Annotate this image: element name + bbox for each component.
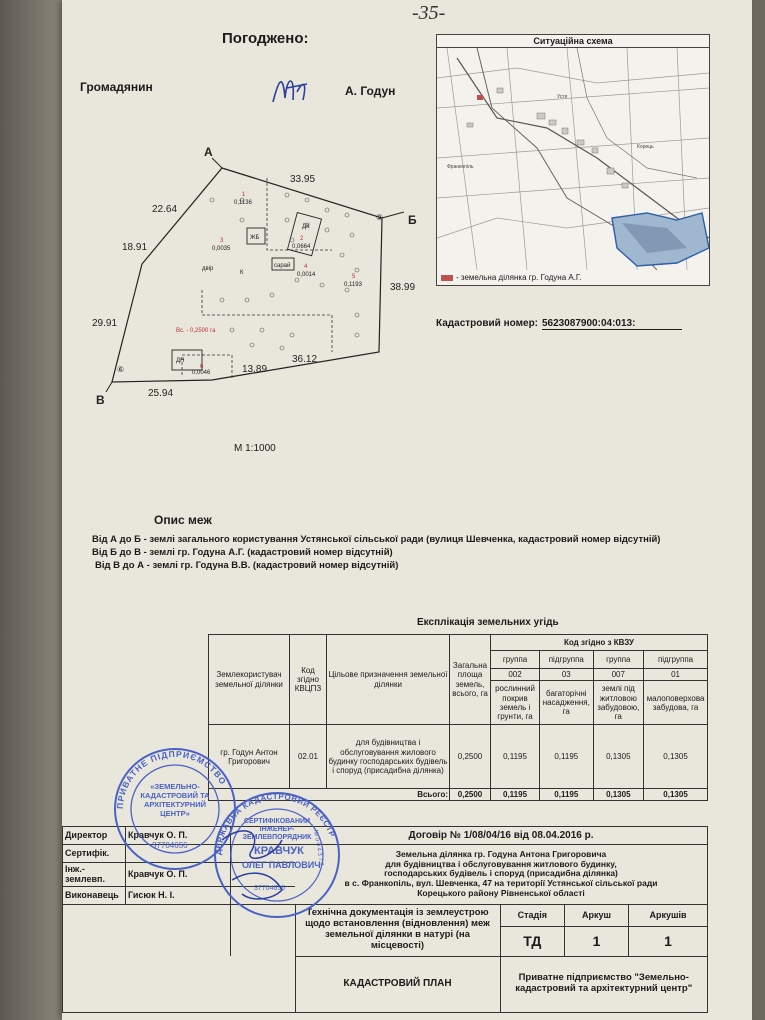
sheet-value: 1 <box>565 926 629 956</box>
code-4: 01 <box>644 669 708 681</box>
col-total: Загальна площа земель, всього, га <box>450 635 491 725</box>
svg-text:Корець: Корець <box>637 144 654 150</box>
legend-text: - земельна ділянка гр. Годуна А.Г. <box>456 273 582 282</box>
group-4: підгруппа <box>644 651 708 669</box>
row-purpose: для будівництва і обслуговування жилового будинку господарських будівель і споруд (присадибна ділянка) <box>327 725 450 789</box>
citizen-name: А. Годун <box>345 84 396 98</box>
col-user: Землекористувач земельної ділянки <box>209 635 290 725</box>
row-code: 02.01 <box>290 725 327 789</box>
code-1: 002 <box>491 669 540 681</box>
row-user: гр. Годун Антон Григорович <box>209 725 290 789</box>
building-label-house: ЖБ <box>250 235 260 241</box>
point-b: Б <box>408 213 417 227</box>
svg-text:Франкопіль: Франкопіль <box>447 164 474 170</box>
name-engineer: Кравчук О. П. <box>126 863 231 887</box>
sum-v4: 0,1305 <box>644 789 708 801</box>
dim-a-2: 18.91 <box>122 242 148 253</box>
shed-label: сарай <box>274 263 291 269</box>
sum-v3: 0,1305 <box>593 789 644 801</box>
boundary-b-v: Від Б до В - землі гр. Годуна А.Г. (кадастровий номер відсутній) <box>92 547 393 558</box>
situation-legend <box>441 273 582 282</box>
cert-code: 37704656 <box>254 885 286 892</box>
desc-line-3: господарських будівель і споруд (присадибна ділянка) <box>384 868 618 879</box>
code-2: 03 <box>540 669 593 681</box>
sum-label: Всього: <box>209 789 450 801</box>
explication-title: Експлікація земельних угідь <box>417 617 559 628</box>
parcel-marker-icon <box>477 95 483 100</box>
role-executor: Виконавець <box>63 886 126 904</box>
group-3: группа <box>593 651 644 669</box>
explication-table <box>208 634 708 801</box>
parcel-6-num: 6 <box>200 364 204 370</box>
role-cert: Сертифік. <box>63 845 126 863</box>
row-total: 0,2500 <box>450 725 491 789</box>
parcel-2-num: 2 <box>300 236 304 242</box>
scale-label: М 1:1000 <box>234 443 276 454</box>
desc-line-4: в с. Франкопіль, вул. Шевченка, 47 на території Устянської сільської ради <box>344 878 658 889</box>
company-name: Приватне підприємство "Земельно-кадастровий та архітектурний центр" <box>500 956 708 1012</box>
stamp-inner-text: «ЗЕМЕЛЬНО-КАДАСТРОВИЙ ТА АРХІТЕКТУРНИЙ ЦЕНТР» <box>140 782 210 818</box>
desc-line-5: Корецького району Рівненської області <box>417 887 585 898</box>
sum-v1: 0,1195 <box>491 789 540 801</box>
dim-v-a: 29.91 <box>92 318 118 329</box>
point-v: В <box>96 393 105 407</box>
sheets-value: 1 <box>628 926 707 956</box>
document-page <box>62 0 752 1020</box>
building-label-house2: ДК <box>302 224 310 230</box>
doc-title: Технічна документація із землеустрою щодо встановлення (відновлення) меж земельної ділянки в натурі (на місцевості) <box>295 904 500 956</box>
cadastral-number: 5623087900:04:013: <box>542 318 682 330</box>
contract: Договір № 1/08/04/16 від 08.04.2016 р. <box>295 827 708 845</box>
boundaries-title: Опис меж <box>154 513 212 527</box>
plan-title: КАДАСТРОВИЙ ПЛАН <box>295 956 500 1012</box>
yard-label: двір <box>202 266 214 272</box>
dim-v-1: 25.94 <box>148 388 174 399</box>
left-page-edge <box>0 0 62 1020</box>
situation-map <box>437 48 709 270</box>
sum-v2: 0,1195 <box>540 789 593 801</box>
name-director: Кравчук О. П. <box>126 827 231 845</box>
parcel-1-area: 0,1136 <box>234 200 252 206</box>
agreed-heading: Погоджено: <box>222 30 309 47</box>
sheet-header: Аркуш <box>565 904 629 926</box>
parcel-4-area: 0,0014 <box>297 272 316 278</box>
dim-a-1: 22.64 <box>152 204 178 215</box>
parcel-2-area: 0,0664 <box>292 244 311 250</box>
k-label: К <box>240 270 244 276</box>
stage-header: Стадія <box>500 904 565 926</box>
page-number: -35- <box>412 2 446 24</box>
svg-text:Устя: Устя <box>557 94 568 100</box>
dim-a-b: 33.95 <box>290 174 316 185</box>
situation-scheme-title: Ситуаційна схема <box>437 35 709 48</box>
row-v3: 0,1305 <box>593 725 644 789</box>
point-a: А <box>204 145 213 159</box>
parcel-1-num: 1 <box>242 192 246 198</box>
corner-mark-6: ⑥ <box>117 365 125 374</box>
type-1: рослинний покрив земель і грунти, га <box>491 681 540 725</box>
dim-b-v-3: 38.99 <box>390 282 416 293</box>
director-signature <box>212 820 302 910</box>
stamp-outer-text: ПРИВАТНЕ ПІДПРИЄМСТВО <box>114 748 229 810</box>
role-engineer: Інж.-землевп. <box>63 863 126 887</box>
role-director: Директор <box>63 827 126 845</box>
parcel-description <box>295 845 708 905</box>
parcel-plan <box>92 140 422 410</box>
cert-side-number: № 0 0 4 3 7 4 <box>312 829 325 867</box>
col-kvzu: Код згідно з КВЗУ <box>491 635 708 651</box>
parcel-3-num: 3 <box>220 238 224 244</box>
stamp-code: 37704656 <box>152 841 188 850</box>
desc-line-2: для будівництва і обслуговування житлового будинку, <box>385 858 617 869</box>
sum-total: 0,2500 <box>450 789 491 801</box>
dim-b-v-2: 36.12 <box>292 354 318 365</box>
blank-cell-3 <box>63 956 296 1012</box>
parcel-6-area: 0,0046 <box>192 370 211 376</box>
parcel-5-num: 5 <box>352 274 356 280</box>
parcel-4-num: 4 <box>304 264 308 270</box>
cert-top-text: СЕРТИФІКОВАНИЙ ІНЖЕНЕР-ЗЕМЛЕВПОРЯДНИК <box>242 818 312 841</box>
type-2: багаторічні насадження, га <box>540 681 593 725</box>
name-executor: Гисюк Н. І. <box>126 886 231 904</box>
group-2: підгруппа <box>540 651 593 669</box>
stage-value: ТД <box>500 926 565 956</box>
row-v4: 0,1305 <box>644 725 708 789</box>
parcel-5-area: 0,1193 <box>344 282 362 288</box>
group-1: группа <box>491 651 540 669</box>
sheets-header: Аркушів <box>628 904 707 926</box>
situation-scheme <box>436 34 710 286</box>
citizen-signature <box>267 70 327 110</box>
corner-mark-2: ② <box>376 213 384 222</box>
type-4: малоповерхова забудова, га <box>644 681 708 725</box>
boundary-a-b: Від А до Б - землі загального користування Устянської сільської ради (вулиця Шевченка, кадастровий номер відсутній) <box>92 534 661 545</box>
plan-total-area: Вс. - 0,2500 га <box>176 328 216 334</box>
cert-name: КРАВЧУК <box>254 845 304 857</box>
row-v2: 0,1195 <box>540 725 593 789</box>
boundary-v-a: Від В до А - землі гр. Годуна В.В. (кадастровий номер відсутній) <box>95 560 399 571</box>
citizen-label: Громадянин <box>80 80 153 94</box>
boundaries-list <box>92 533 660 572</box>
kh-label: ДН <box>176 358 185 364</box>
parcel-3-area: 0,0035 <box>212 246 231 252</box>
legend-swatch-icon <box>441 275 453 281</box>
desc-line-1: Земельна ділянка гр. Годуна Антона Григоровича <box>395 848 607 859</box>
type-3: землі під житловою забудовою, га <box>593 681 644 725</box>
col-purpose: Цільове призначення земельної ділянки <box>327 635 450 725</box>
cert-outer-text: ДЕРЖАВНА КАДАСТРОВИЙ РЕЄСТР <box>213 791 337 856</box>
col-code: Код згідно КВЦПЗ <box>290 635 327 725</box>
row-v1: 0,1195 <box>491 725 540 789</box>
dim-b-v-1: 13.89 <box>242 364 268 375</box>
code-3: 007 <box>593 669 644 681</box>
cert-name2: ОЛЕГ ПАВЛОВИЧ <box>242 860 321 870</box>
cadastral-label: Кадастровий номер: <box>436 318 539 329</box>
